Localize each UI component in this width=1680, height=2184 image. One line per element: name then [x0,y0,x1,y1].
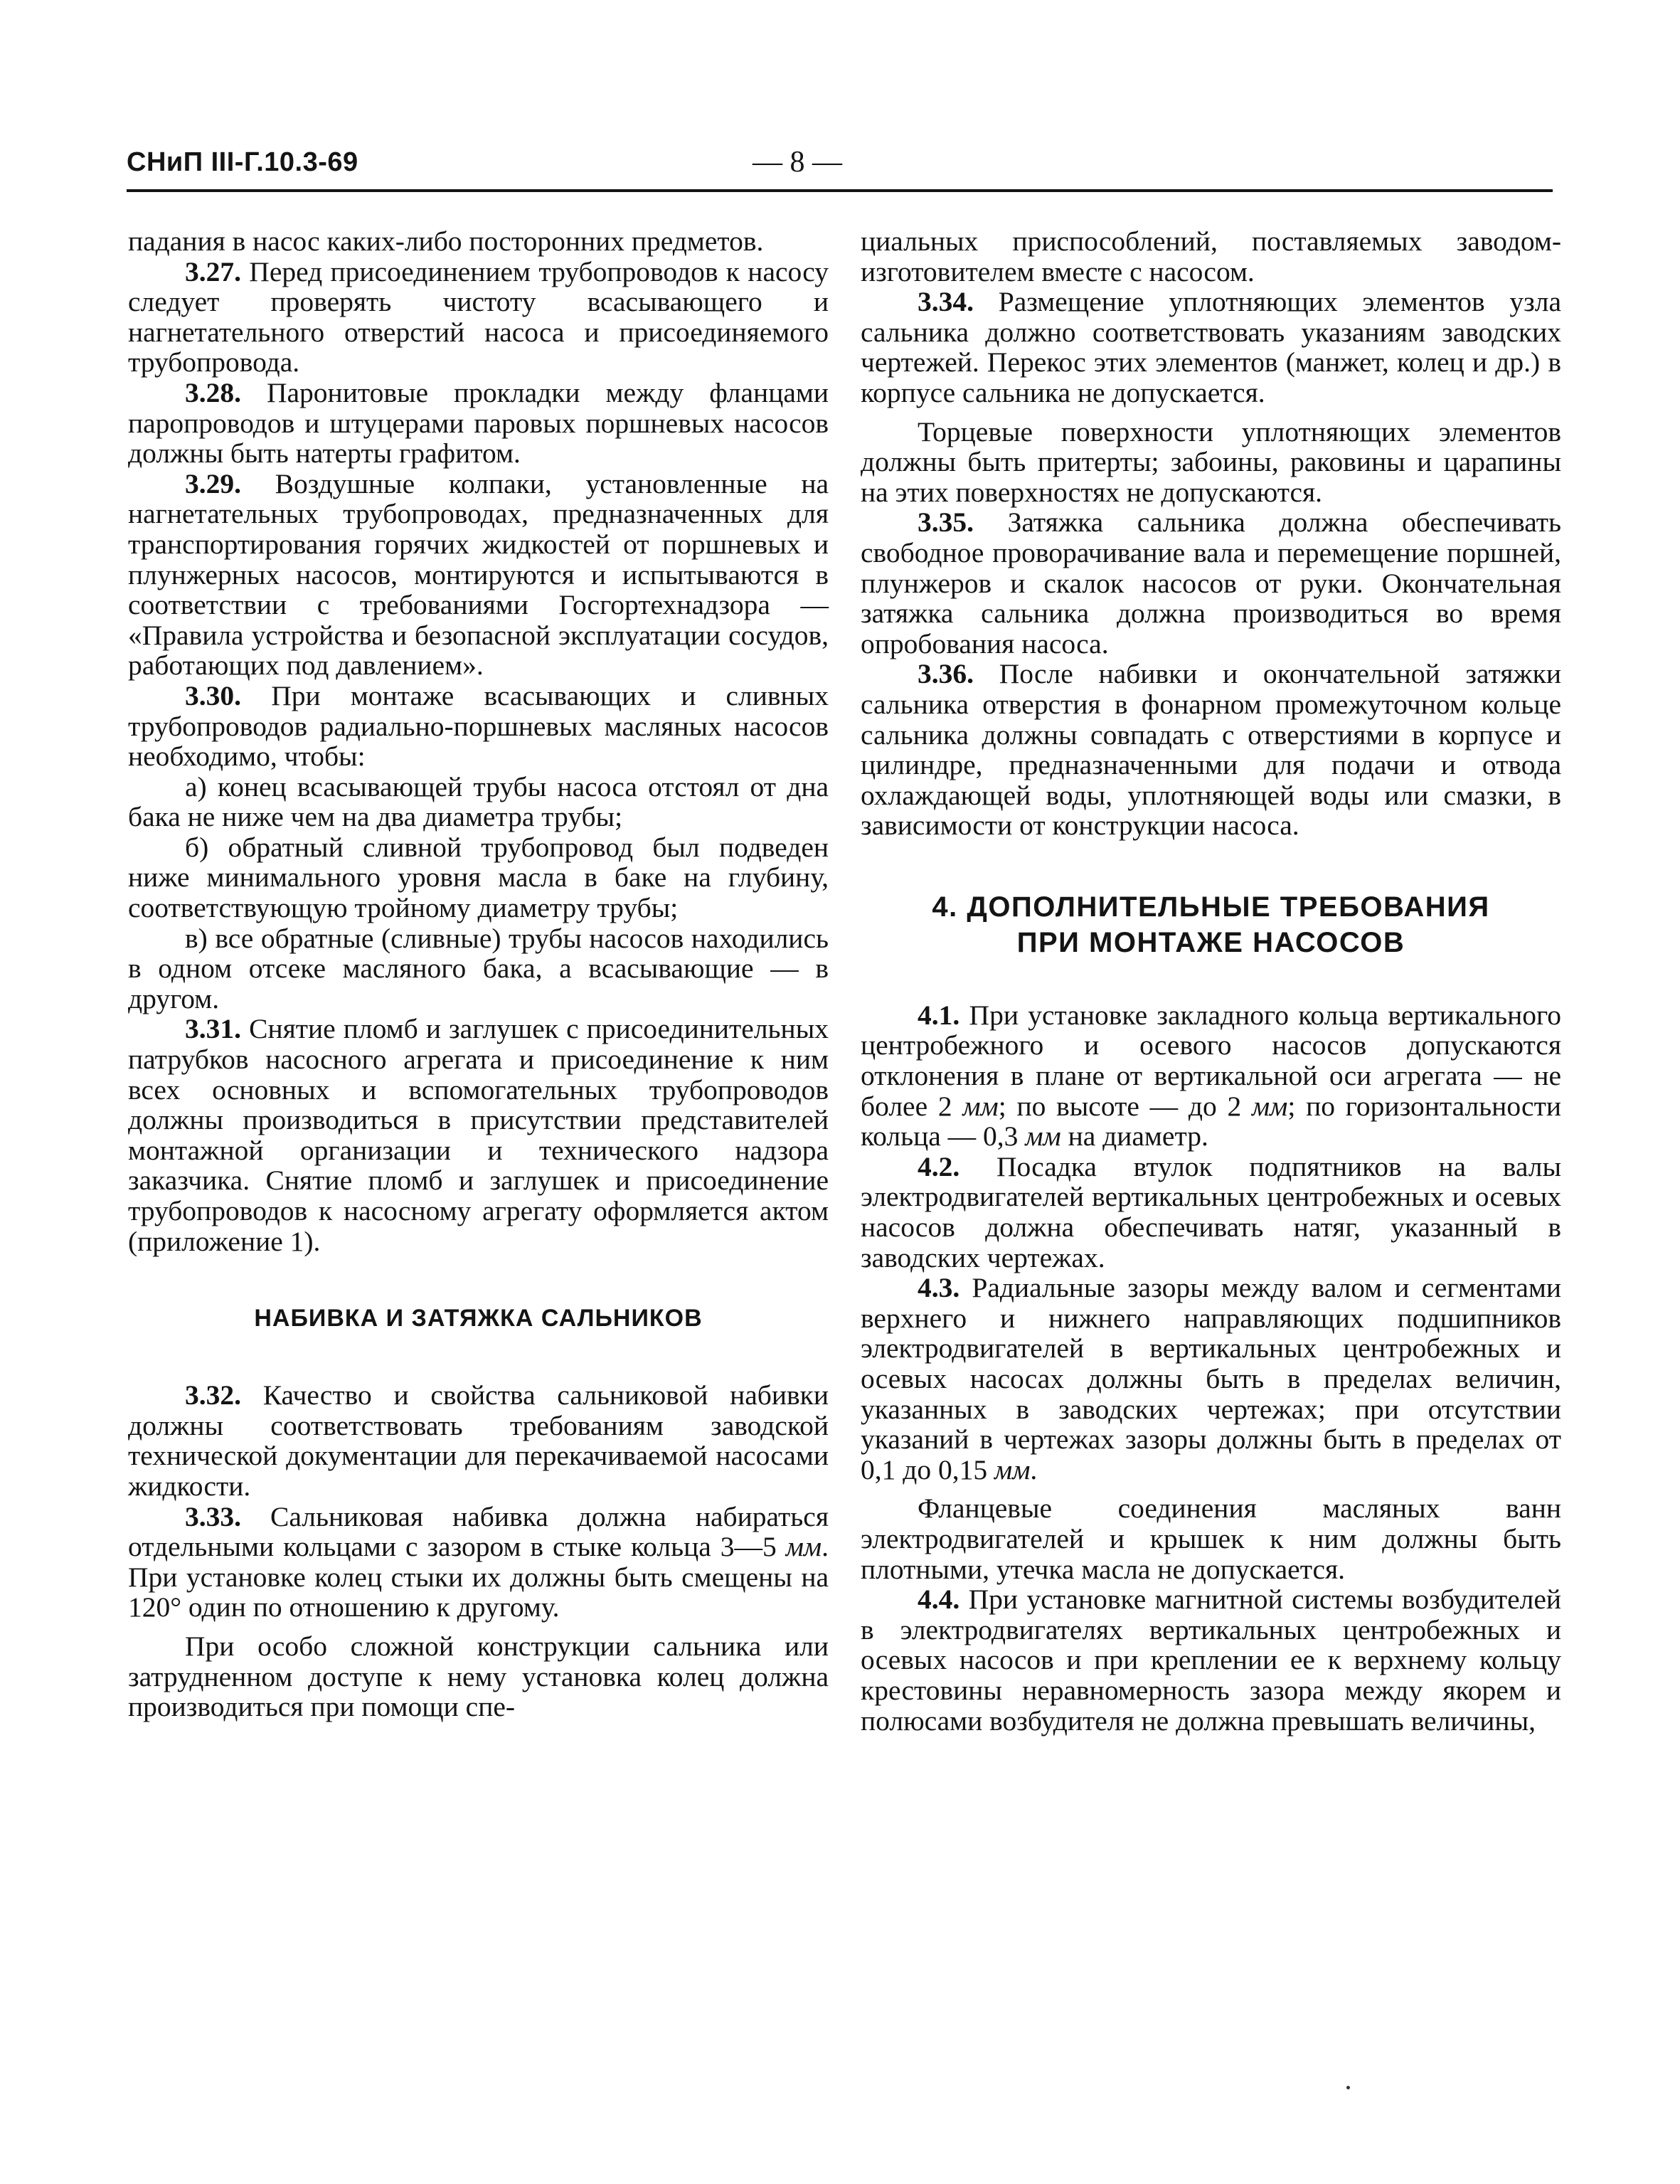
document-code: СНиП III-Г.10.3-69 [127,147,358,177]
clause-3-28 [128,378,829,469]
clause-text: Снятие пломб и заглушек с присоединительных патрубков насосного агрегата и присоединение к ним всех основных и вспомогательных трубопроводов должны производиться в присутствии представителей монтажной организации и технического надзора заказчика. Снятие пломб и заглушек и присоединение трубопроводов к насосному агрегату оформляется актом (приложение 1). [128,1013,829,1257]
clause-4-3 [861,1273,1561,1485]
clause-number: 3.34. [918,286,974,318]
clause-text: . При установке колец стыки их должны быть смещены на 120° один по отношению к другому. [128,1531,829,1623]
clause-number: 3.32. [185,1379,241,1411]
clause-text: При установке закладного кольца вертикального центробежного и осевого насосов допускаются отклонения в плане от вертикальной оси агрегата — не более 2 [861,999,1561,1122]
clause-3-33 [128,1502,829,1623]
clause-4-2 [861,1152,1561,1273]
clause-number: 3.30. [185,679,241,711]
clause-number: 3.36. [918,658,974,690]
clause-text: ; по горизонтальности кольца — 0,3 [861,1090,1561,1152]
clause-3-36 [861,659,1561,841]
clause-number: 4.1. [918,999,960,1031]
clause-number: 3.28. [185,376,241,408]
scan-speck [1346,2086,1350,2089]
header-rule [127,189,1553,192]
clause-text: Затяжка сальника должна обеспечивать свободное проворачивание вала и перемещение поршней, плунжеров и скалок насосов от руки. Окончательная затяжка сальника должна производиться во время опробования насоса. [861,507,1561,659]
clause-text: При установке магнитной системы возбудителей в электродвигателях вертикальных центробежных и осевых насосов и при креплении ее к верхнему кольцу крестовины неравномерность зазора между якорем и полюсами возбудителя не должна превышать величины, [861,1584,1561,1737]
left-column [128,226,829,1722]
paragraph-continuation: падания в насос каких-либо посторонних предметов. [128,226,764,257]
unit-mm: мм [1251,1090,1288,1122]
clause-4-4 [861,1584,1561,1736]
clause-text: При монтаже всасывающих и сливных трубопроводов радиально-поршневых масляных насосов необходимо, чтобы: [128,679,829,773]
page-header [127,142,1553,182]
list-item-a: а) конец всасывающей трубы насоса отстоял от дна бака не ниже чем на два диаметра трубы; [128,770,829,833]
clause-number: 3.35. [918,507,974,539]
paragraph-flanges: Фланцевые соединения масляных ванн электродвигателей и крышек к ним должны быть плотными, утечка масла не допускается. [861,1493,1561,1585]
paragraph-complex-gland: При особо сложной конструкции сальника или затрудненном доступе к нему установка колец должна производиться при помощи спе- [128,1630,829,1723]
clause-text: ; по высоте — до 2 [998,1090,1252,1122]
clause-3-29 [128,469,829,681]
page-number: — 8 — [753,146,842,179]
clause-4-1 [861,1000,1561,1152]
paragraph-continuation: циальных приспособлений, поставляемых заводом-изготовителем вместе с насосом. [861,226,1561,287]
clause-3-35 [861,507,1561,659]
chapter-heading-line-2: ПРИ МОНТАЖЕ НАСОСОВ [1016,926,1405,958]
paragraph-end-faces: Торцевые поверхности уплотняющих элементов должны быть притерты; забоины, раковины и царапины на этих поверхностях не допускаются. [861,415,1561,508]
section-heading: НАБИВКА И ЗАТЯЖКА САЛЬНИКОВ [254,1305,703,1332]
clause-text: Перед присоединением трубопроводов к насосу следует проверять чистоту всасывающего и нагнетательного отверстий насоса и присоединяемого трубопровода. [128,255,829,378]
list-item-b: б) обратный сливной трубопровод был подведен ниже минимального уровня масла в баке на глубину, соответствующую тройному диаметру трубы; [128,831,829,924]
unit-mm: мм [962,1090,999,1122]
right-column [861,226,1561,1736]
clause-number: 3.33. [185,1500,241,1532]
unit-mm: мм [785,1531,822,1563]
unit-mm: мм [1025,1120,1061,1152]
clause-3-32 [128,1380,829,1501]
list-item-v: в) все обратные (сливные) трубы насосов находились в одном отсеке масляного бака, а всасывающие — в другом. [128,922,829,1014]
chapter-heading-line-1: 4. ДОПОЛНИТЕЛЬНЫЕ ТРЕБОВАНИЯ [932,891,1490,923]
clause-text: Паронитовые прокладки между фланцами паропроводов и штуцерами паровых поршневых насосов должны быть натерты графитом. [128,376,829,470]
clause-3-27 [128,257,829,378]
clause-number: 4.3. [918,1272,960,1304]
clause-text: Качество и свойства сальниковой набивки должны соответствовать требованиям заводской технической документации для перекачиваемой насосами жидкости. [128,1379,829,1502]
clause-text: Посадка втулок подпятников на валы электродвигателей вертикальных центробежных и осевых насосов должна обеспечивать натяг, указанный в заводских чертежах. [861,1150,1561,1273]
clause-text: Воздушные колпаки, установленные на нагнетательных трубопроводах, предназначенных для транспортирования горячих жидкостей от поршневых и плунжерных насосов, монтируются и испытываются в соответствии с требованиями Госгортехнадзора — «Правила устройства и безопасной эксплуатации сосудов, работающих под давлением». [128,467,829,682]
clause-number: 4.4. [918,1584,960,1616]
clause-text: . [1030,1453,1038,1485]
clause-number: 4.2. [918,1150,960,1182]
clause-3-30 [128,681,829,772]
clause-text: на диаметр. [1060,1120,1208,1152]
clause-text: Радиальные зазоры между валом и сегментами верхнего и нижнего направляющих подшипников электродвигателей в вертикальных центробежных и осевых насосах должны быть в пределах величин, указанных в заводских чертежах; при отсутствии указаний в чертежах зазоры должны быть в пределах от 0,1 до 0,15 [861,1272,1561,1485]
clause-text: Сальниковая набивка должна набираться отдельными кольцами с зазором в стыке кольца 3—5 [128,1500,829,1563]
clause-number: 3.29. [185,467,241,499]
clause-3-34 [861,287,1561,408]
clause-text: После набивки и окончательной затяжки сальника отверстия в фонарном промежуточном кольце сальника должны совпадать с отверстиями в корпусе и цилиндре, предназначенными для подачи и отвода охлаждающей воды, уплотняющей воды или смазки, в зависимости от конструкции насоса. [861,658,1561,842]
clause-3-31 [128,1014,829,1256]
clause-number: 3.27. [185,255,241,287]
chapter-heading [861,889,1561,960]
clause-text: Размещение уплотняющих элементов узла сальника должно соответствовать указаниям заводских чертежей. Перекос этих элементов (манжет, колец и др.) в корпусе сальника не допускается. [861,286,1561,408]
clause-number: 3.31. [185,1013,241,1045]
unit-mm: мм [994,1453,1031,1485]
